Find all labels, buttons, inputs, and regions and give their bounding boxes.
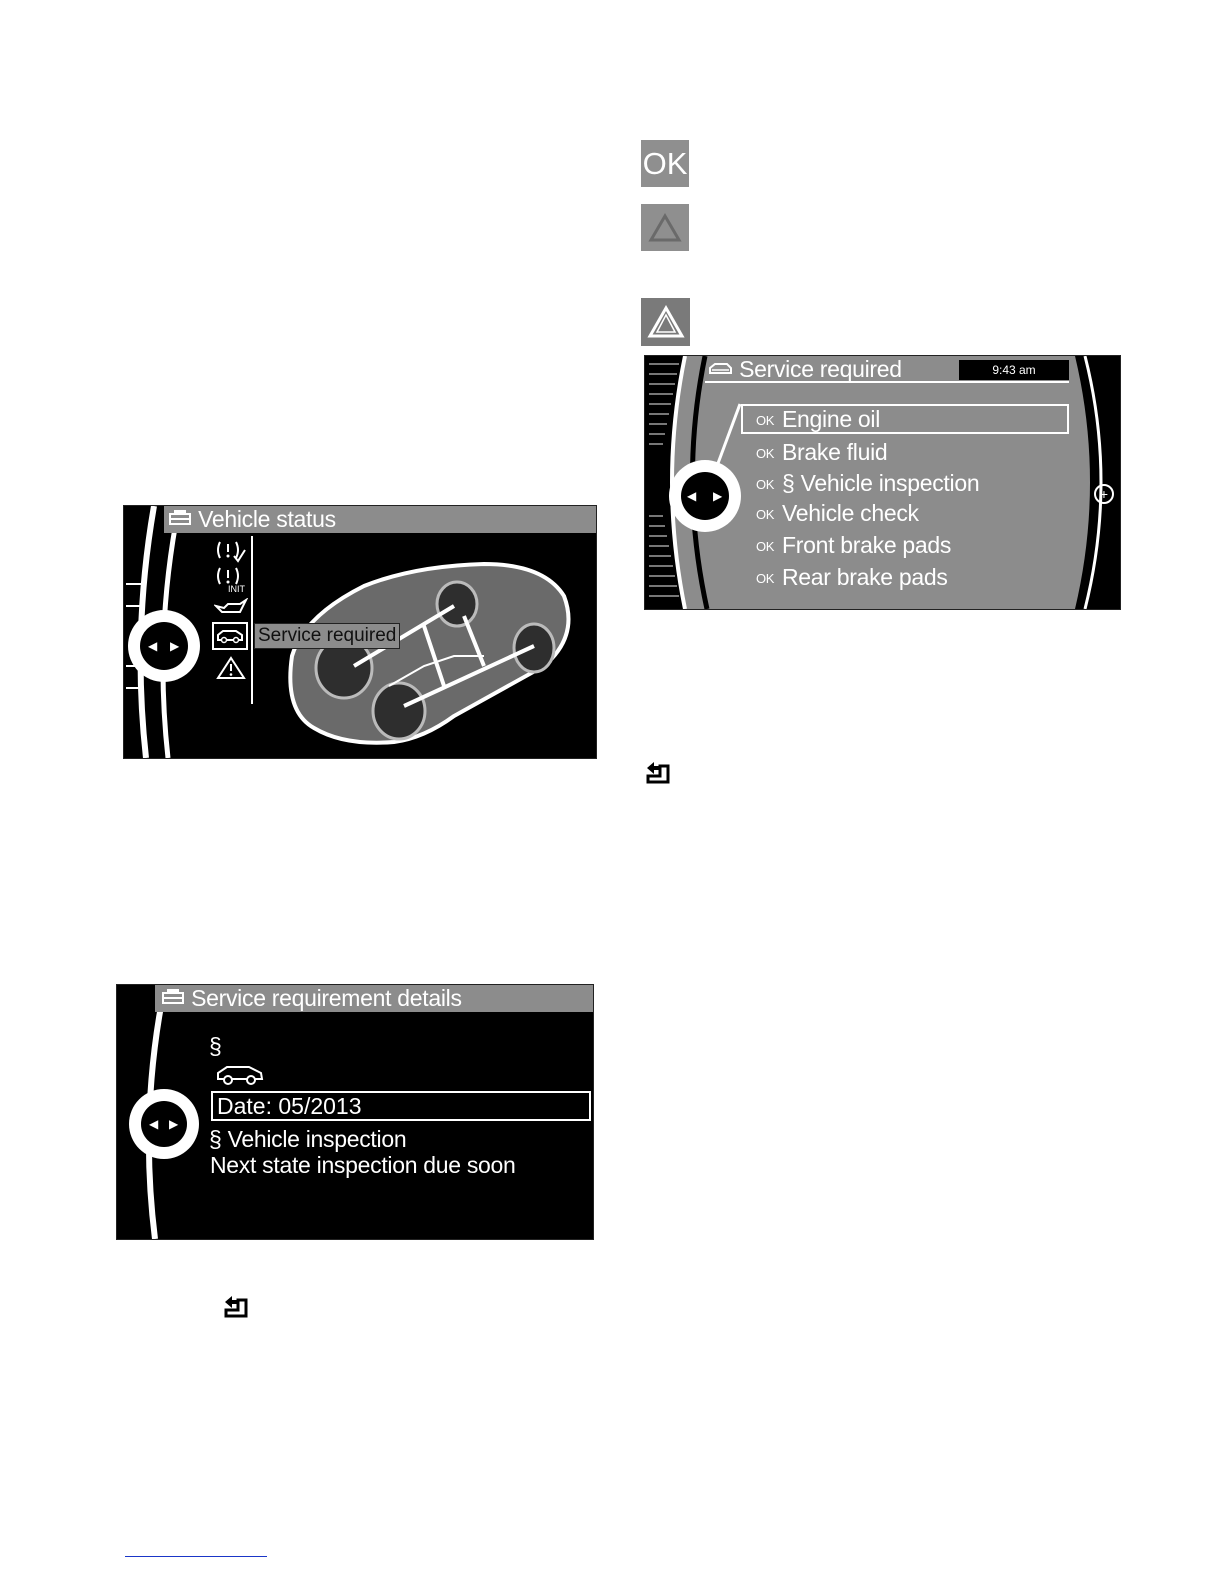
screen-title-bar <box>155 985 593 1012</box>
tire-pressure-init-icon[interactable] <box>216 566 250 596</box>
warning-yellow-icon <box>641 204 689 251</box>
service-item-engine-oil[interactable] <box>756 406 880 433</box>
screen-title: Vehicle status <box>198 506 336 532</box>
service-item-brake-fluid[interactable] <box>756 439 887 466</box>
status-ok-icon: OK <box>756 507 775 523</box>
service-item-label: Brake fluid <box>782 439 888 465</box>
service-item-label: Front brake pads <box>782 532 952 558</box>
vehicle-info-icon <box>161 986 185 1013</box>
screen-title: Service requirement details <box>191 985 462 1011</box>
service-item-label: Engine oil <box>782 406 881 432</box>
clock-time: 9:43 am <box>992 363 1036 377</box>
status-ok-icon: OK <box>756 477 775 493</box>
service-item-label: § Vehicle inspection <box>782 470 980 496</box>
controller-knob[interactable] <box>669 460 741 532</box>
footnote-rule <box>125 1556 267 1557</box>
inspection-note: Next state inspection due soon <box>210 1152 516 1178</box>
service-details-screen <box>116 984 594 1240</box>
arrow-left-icon[interactable]: ◀ <box>148 639 158 653</box>
arrow-right-icon[interactable]: ▶ <box>169 1117 179 1131</box>
status-ok-icon: OK <box>756 571 775 587</box>
service-item-front-brake-pads[interactable] <box>756 532 951 559</box>
engine-oil-can-icon[interactable] <box>214 598 248 618</box>
car-icon <box>215 1061 265 1092</box>
date-text: Date: 05/2013 <box>217 1093 362 1119</box>
status-ok-icon: OK <box>756 446 775 462</box>
service-item-label: Vehicle check <box>782 500 919 526</box>
paragraph-icon: § <box>209 1033 222 1059</box>
clock-display <box>959 360 1069 380</box>
back-arrow-icon <box>644 760 672 791</box>
status-ok-icon: OK <box>756 539 775 555</box>
service-required-tooltip <box>254 623 400 649</box>
inspection-line: § Vehicle inspection <box>209 1126 407 1152</box>
service-item-rear-brake-pads[interactable] <box>756 564 948 591</box>
back-arrow-icon <box>222 1294 250 1325</box>
arrow-right-icon[interactable]: ▶ <box>713 489 723 503</box>
service-car-icon[interactable] <box>212 622 248 650</box>
arrow-left-icon[interactable]: ◀ <box>687 489 697 503</box>
init-label: INIT <box>228 584 245 594</box>
controller-knob[interactable] <box>129 1089 199 1159</box>
tire-pressure-check-icon[interactable] <box>216 538 246 564</box>
date-row[interactable] <box>211 1091 591 1121</box>
arrow-right-icon[interactable]: ▶ <box>170 639 180 653</box>
warning-red-icon <box>641 298 690 346</box>
options-plus-icon[interactable]: + <box>1094 484 1114 504</box>
status-ok-icon: OK <box>756 413 775 429</box>
warning-triangle-icon[interactable] <box>216 656 246 680</box>
service-item-label: Rear brake pads <box>782 564 948 590</box>
screen-title: Service required <box>739 356 902 382</box>
tooltip-text: Service required <box>258 625 397 646</box>
service-item-vehicle-check[interactable] <box>756 500 919 527</box>
arrow-left-icon[interactable]: ◀ <box>149 1117 159 1131</box>
ok-status-label: OK <box>642 145 688 181</box>
vehicle-status-screen <box>123 505 597 759</box>
ok-status-icon <box>641 140 689 187</box>
service-item-vehicle-inspection[interactable] <box>756 470 979 497</box>
controller-knob[interactable] <box>128 610 200 682</box>
vehicle-info-icon <box>707 357 733 384</box>
